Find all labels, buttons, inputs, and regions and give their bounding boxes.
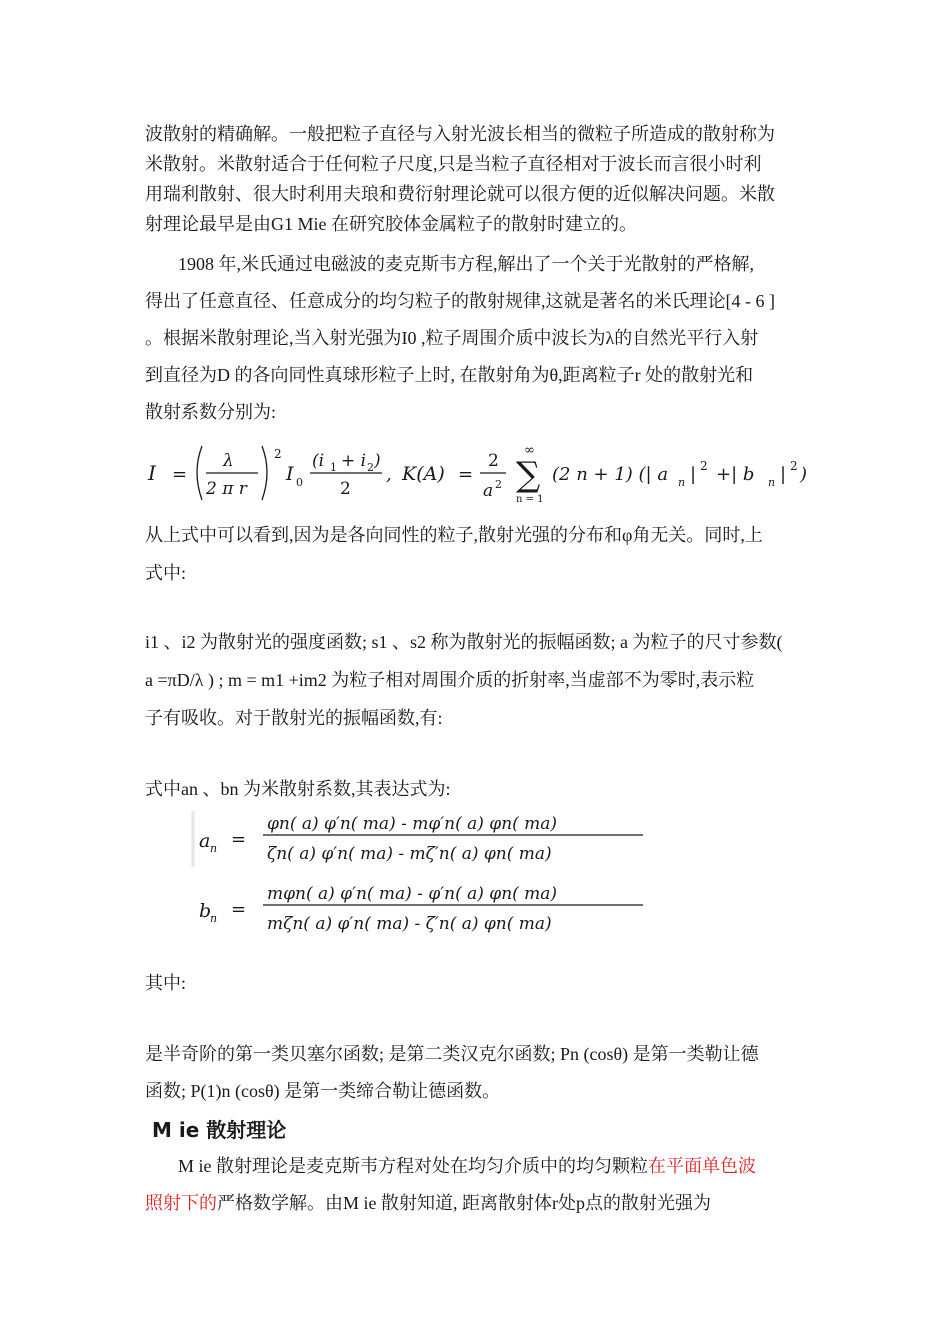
formula1-eq2: =: [458, 464, 474, 485]
paragraph6-line1: 其中:: [145, 973, 187, 993]
formula2-an-eq: =: [231, 829, 247, 850]
formula1-a2: a: [483, 481, 494, 501]
paragraph2-line1: 1908 年,米氏通过电磁波的麦克斯韦方程,解出了一个关于光散射的严格解,: [178, 254, 754, 274]
formula1-an-sub: n: [678, 476, 686, 489]
formula1-series: (2 n + 1) (| a: [552, 464, 669, 485]
formula1-i-open: (i: [312, 451, 325, 471]
formula2-an-sub: n: [210, 842, 218, 855]
formula2-bn: b: [199, 900, 212, 922]
paragraph8-line2: [145, 1191, 711, 1215]
formula1-I0: I: [286, 463, 294, 485]
formula1-i1-sub: 1: [330, 461, 337, 474]
paragraph8-line2-text: 严格数学解。由M ie 散射知道, 距离散射体r处p点的散射光强为: [217, 1193, 711, 1213]
formula1-square1: 2: [274, 447, 282, 461]
paragraph3-line2: 式中:: [145, 563, 187, 583]
formula1-series4: |: [780, 464, 787, 485]
formula1-lambda: λ: [223, 451, 234, 471]
intensity-formula: [140, 440, 820, 506]
formula1-bn-sub: n: [768, 476, 776, 489]
formula1-infinity: ∞: [524, 443, 535, 458]
formula1-two-pi-r: 2 π r: [206, 479, 247, 499]
paragraph1-line2: 米散射。米散射适合于任何粒子尺度,只是当粒子直径相对于波长而言很小时利: [145, 154, 762, 174]
left-paren: [197, 446, 202, 500]
formula2-bn-sub: n: [210, 912, 218, 925]
formula1-plus-i: + i: [341, 451, 367, 471]
paragraph2-line2: 得出了任意直径、任意成分的均匀粒子的散射规律,这就是著名的米氏理论[4 - 6 ]: [145, 291, 775, 311]
paragraph5-line1: 式中an 、bn 为米散射系数,其表达式为:: [145, 779, 451, 799]
formula1-series5: ): [800, 464, 808, 485]
paragraph7-line2: 函数; P(1)n (cosθ) 是第一类缔合勒让德函数。: [145, 1081, 501, 1101]
formula2-bn-denominator: mζn( a) φ′n( ma) - ζ′n( a) φn( ma): [267, 914, 552, 934]
paragraph1-line3: 用瑞利散射、很大时利用夫琅和费衍射理论就可以很方便的近似解决问题。米散: [145, 184, 775, 204]
paragraph8-line1-text: M ie 散射理论是麦克斯韦方程对处在均匀介质中的均匀颗粒: [178, 1156, 648, 1176]
formula1-i2-sub: 2: [367, 461, 374, 474]
formula1-eq1: =: [172, 464, 188, 485]
formula2-an-denominator: ζn( a) φ′n( ma) - mζ′n( a) φn( ma): [267, 844, 552, 864]
formula1-I0-sub: 0: [296, 476, 303, 489]
formula1-I: I: [148, 461, 156, 485]
formula2-an: a: [199, 830, 211, 852]
formula1-square3: 2: [790, 459, 798, 473]
paragraph7-line1: 是半奇阶的第一类贝塞尔函数; 是第二类汉克尔函数; Pn (cosθ) 是第一类勒让德: [145, 1044, 759, 1064]
formula1-sigma: ∑: [516, 455, 541, 495]
formula2-an-numerator: φn( a) φ′n( ma) - mφ′n( a) φn( ma): [267, 814, 558, 834]
paragraph2-line4: 到直径为D 的各向同性真球形粒子上时, 在散射角为θ,距离粒子r 处的散射光和: [145, 365, 754, 385]
paragraph3-line1: 从上式中可以看到,因为是各向同性的粒子,散射光强的分布和φ角无关。同时,上: [145, 525, 763, 545]
formula1-num2: 2: [488, 451, 499, 471]
formula2-bn-eq: =: [231, 899, 247, 920]
formula1-square2: 2: [700, 459, 708, 473]
mie-coefficients-formula: [185, 805, 655, 940]
paragraph2-line5: 散射系数分别为:: [145, 402, 277, 422]
formula1-a2-sup: 2: [495, 478, 502, 491]
paragraph8-highlight2: 照射下的: [145, 1193, 217, 1213]
formula1-i-close: ): [374, 451, 381, 471]
formula1-n1: n = 1: [516, 494, 544, 505]
formula1-denom2: 2: [340, 479, 351, 499]
paragraph2-line3: 。根据米散射理论,当入射光强为I0 ,粒子周围介质中波长为λ的自然光平行入射: [145, 328, 759, 348]
formula1-series2: |: [690, 464, 697, 485]
formula1-series3: +| b: [716, 464, 755, 485]
formula1-comma: ,: [386, 464, 392, 485]
formula1-KA: K(A): [402, 463, 445, 485]
formula2-bn-numerator: mφn( a) φ′n( ma) - φ′n( a) φn( ma): [267, 884, 558, 904]
paragraph4-line2: a =πD/λ ) ; m = m1 +im2 为粒子相对周围介质的折射率,当虚部不为零时,表示粒: [145, 670, 755, 690]
paragraph4-line1: i1 、i2 为散射光的强度函数; s1 、s2 称为散射光的振幅函数; a 为粒子的尺寸参数(: [145, 632, 783, 652]
paragraph8-highlight1: 在平面单色波: [648, 1156, 756, 1176]
paragraph1-line1: 波散射的精确解。一般把粒子直径与入射光波长相当的微粒子所造成的散射称为: [145, 124, 775, 144]
paragraph8-line1: [178, 1154, 756, 1178]
right-paren: [262, 446, 267, 500]
paragraph4-line3: 子有吸收。对于散射光的振幅函数,有:: [145, 708, 443, 728]
section-heading: M ie 散射理论: [152, 1118, 287, 1142]
paragraph1-line4: 射理论最早是由G1 Mie 在研究胶体金属粒子的散射时建立的。: [145, 214, 637, 234]
